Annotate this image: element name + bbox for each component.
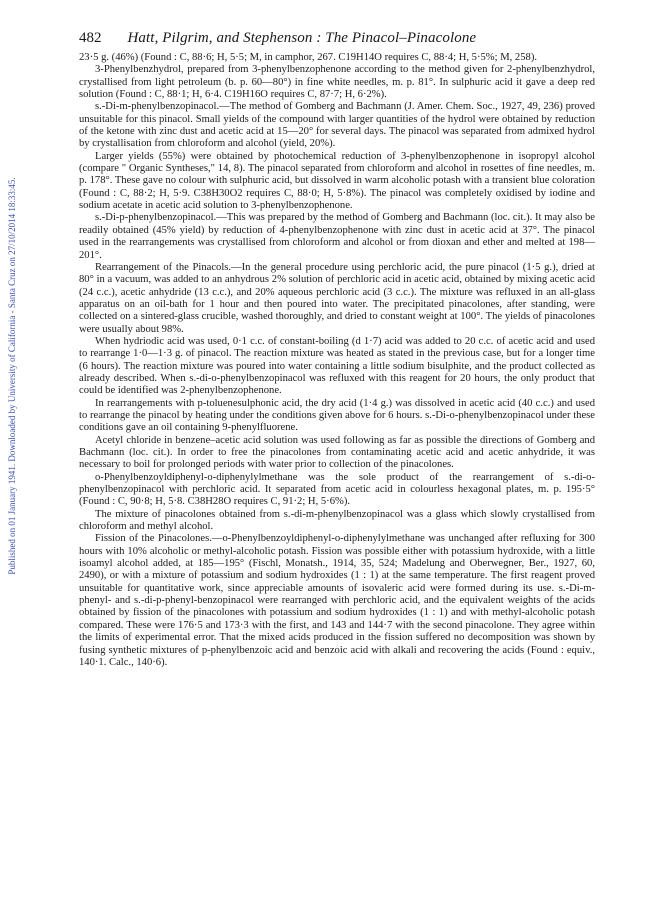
article-body xyxy=(79,52,595,669)
page-header xyxy=(79,30,595,48)
paragraph-fission: Fission of the Pinacolones.—o-Phenylbenzoyldiphenyl-o-diphenylylmethane was unchanged after refluxing for 300 hours with 10% alcoholic or methyl-alcoholic potash. Fission was possible either with potassium hydroxide, with a little isoamyl alcohol added, at 185—195° (Fischl, Monatsh., 1914, 35, 524; Madelung and Oberwegner, Ber., 1927, 60, 2490), or with a mixture of potassium and sodium hydroxides (1 : 1) at the same temperature. The first reagent proved unsuitable for quantitative work, since appreciable amounts of isovaleric acid were formed during its use. s.-Di-m-phenyl- and s.-di-p-phenyl-benzopinacol were rearranged with perchloric acid, and the equivalent weights of the acids obtained by fission of the pinacolones with potassium and sodium hydroxides (1 : 1) and with methyl-alcoholic potash compared. These were 176·5 and 173·3 with the first, and 143 and 144·7 with the second pinacolone. They agree within the limits of experimental error. That the mixed acids produced in the fission suffered no decomposition was shown by fusing synthetic mixtures of p-phenylbenzoic acid and benzoic acid with alkali and recovering the acids (Found : equiv., 140·1. Calc., 140·6). xyxy=(79,533,595,668)
paragraph-hydriodic-acid: When hydriodic acid was used, 0·1 c.c. of constant-boiling (d 1·7) acid was added to 20 c.c. of acetic acid and used to rearrange 1·0—1·3 g. of pinacol. The reaction mixture was heated as stated in the previous case, but for a longer time (6 hours). The reaction mixture was poured into water containing a little sodium bisulphite, and the product collected as already described. When s.-di-o-phenylbenzopinacol was refluxed with this reagent for 20 hours, the only product that could be identified was 2-phenylbenzophenone. xyxy=(79,335,595,397)
paragraph-sole-product: o-Phenylbenzoyldiphenyl-o-diphenylylmethane was the sole product of the rearrangement of s.-di-o-phenylbenzopinacol with perchloric acid. It separated from acetic acid in colourless hexagonal plates, m. p. 195·5° (Found : C, 90·8; H, 5·8. C38H28O requires C, 91·2; H, 5·6%). xyxy=(79,471,595,508)
paragraph-toluenesulphonic-acid: In rearrangements with p-toluenesulphonic acid, the dry acid (1·4 g.) was dissolved in acetic acid (40 c.c.) and used to rearrange the pinacol by heating under the conditions given above for 6 hours. s.-Di-o-phenylbenzopinacol under these conditions gave an oil containing 9-phenylfluorene. xyxy=(79,397,595,434)
paragraph-analysis-continued: 23·5 g. (46%) (Found : C, 88·6; H, 5·5; M, in camphor, 267. C19H14O requires C, 88·4; H, 5·5%; M, 258). xyxy=(79,52,538,63)
paragraph-di-p-pinacol: s.-Di-p-phenylbenzopinacol.—This was prepared by the method of Gomberg and Bachmann (loc. cit.). It may also be readily obtained (45% yield) by reduction of 4-phenylbenzophenone with zinc dust in acetic acid at 37°. The pinacol used in the rearrangements was crystallised from chloroform and alcohol or from dioxan and ether and melted at 198—201°. xyxy=(79,212,595,261)
paragraph-phenylbenzhydrol: 3-Phenylbenzhydrol, prepared from 3-phenylbenzophenone according to the method given for 2-phenylbenzhydrol, crystallised from light petroleum (b. p. 60—80°) in fine white needles, m. p. 81°. In sulphuric acid it gave a deep red solution (Found : C, 88·1; H, 6·4. C19H16O requires C, 87·7; H, 6·2%). xyxy=(79,64,595,101)
paragraph-di-m-pinacol: s.-Di-m-phenylbenzopinacol.—The method of Gomberg and Bachmann (J. Amer. Chem. Soc., 1927, 49, 236) proved unsuitable for this pinacol. Small yields of the compound with larger quantities of the hydrol were obtained by reduction of the ketone with zinc dust and acetic acid at 15—20° for several days. The pinacol was separated from admixed hydrol by crystallisation from chloroform and alcohol (yield, 20%). xyxy=(79,101,595,150)
download-notice: Published on 01 January 1941. Downloaded by University of California - Santa Cruz on 27/10/2014 18:33:45. xyxy=(7,177,17,575)
paragraph-acetyl-chloride: Acetyl chloride in benzene–acetic acid solution was used following as far as possible the directions of Gomberg and Bachmann (loc. cit.). In order to free the pinacolones from contaminating acetic acid and acetic anhydride, it was necessary to boil for prolonged periods with water prior to collection of the pinacolones. xyxy=(79,434,595,471)
page-number: 482 xyxy=(79,30,102,46)
paragraph-photochemical-reduction: Larger yields (55%) were obtained by photochemical reduction of 3-phenylbenzophenone in isopropyl alcohol (compare " Organic Syntheses," 14, 8). The pinacol separated from chloroform and alcohol in rosettes of fine needles, m. p. 178°. These gave no colour with sulphuric acid, but dissolved in warm alcoholic potash with a transient blue coloration (Found : C, 88·2; H, 5·9. C38H30O2 requires C, 88·0; H, 5·8%). The pinacol was completely oxidised by iodine and sodium acetate in acetic acid solution to 3-phenylbenzophenone. xyxy=(79,150,595,212)
paragraph-rearrangement: Rearrangement of the Pinacols.—In the general procedure using perchloric acid, the pure pinacol (1·5 g.), dried at 80° in a vacuum, was added to an anhydrous 2% solution of perchloric acid in acetic acid, obtained by mixing acetic acid (24 c.c.), acetic anhydride (13 c.c.), and 20% aqueous perchloric acid (3 c.c.). The mixture was refluxed in an all-glass apparatus on an oil-bath for 1 hour and then poured into water. The precipitated pinacolones, after standing, were collected on a sintered-glass crucible, washed thoroughly, and dried to constant weight at 100°. The yields of pinacolones were usually about 98%. xyxy=(79,261,595,335)
paragraph-mixture-glass: The mixture of pinacolones obtained from s.-di-m-phenylbenzopinacol was a glass which slowly crystallised from chloroform and methyl alcohol. xyxy=(79,508,595,533)
download-watermark xyxy=(6,96,18,656)
running-title: Hatt, Pilgrim, and Stephenson : The Pinacol–Pinacolone xyxy=(127,30,477,46)
